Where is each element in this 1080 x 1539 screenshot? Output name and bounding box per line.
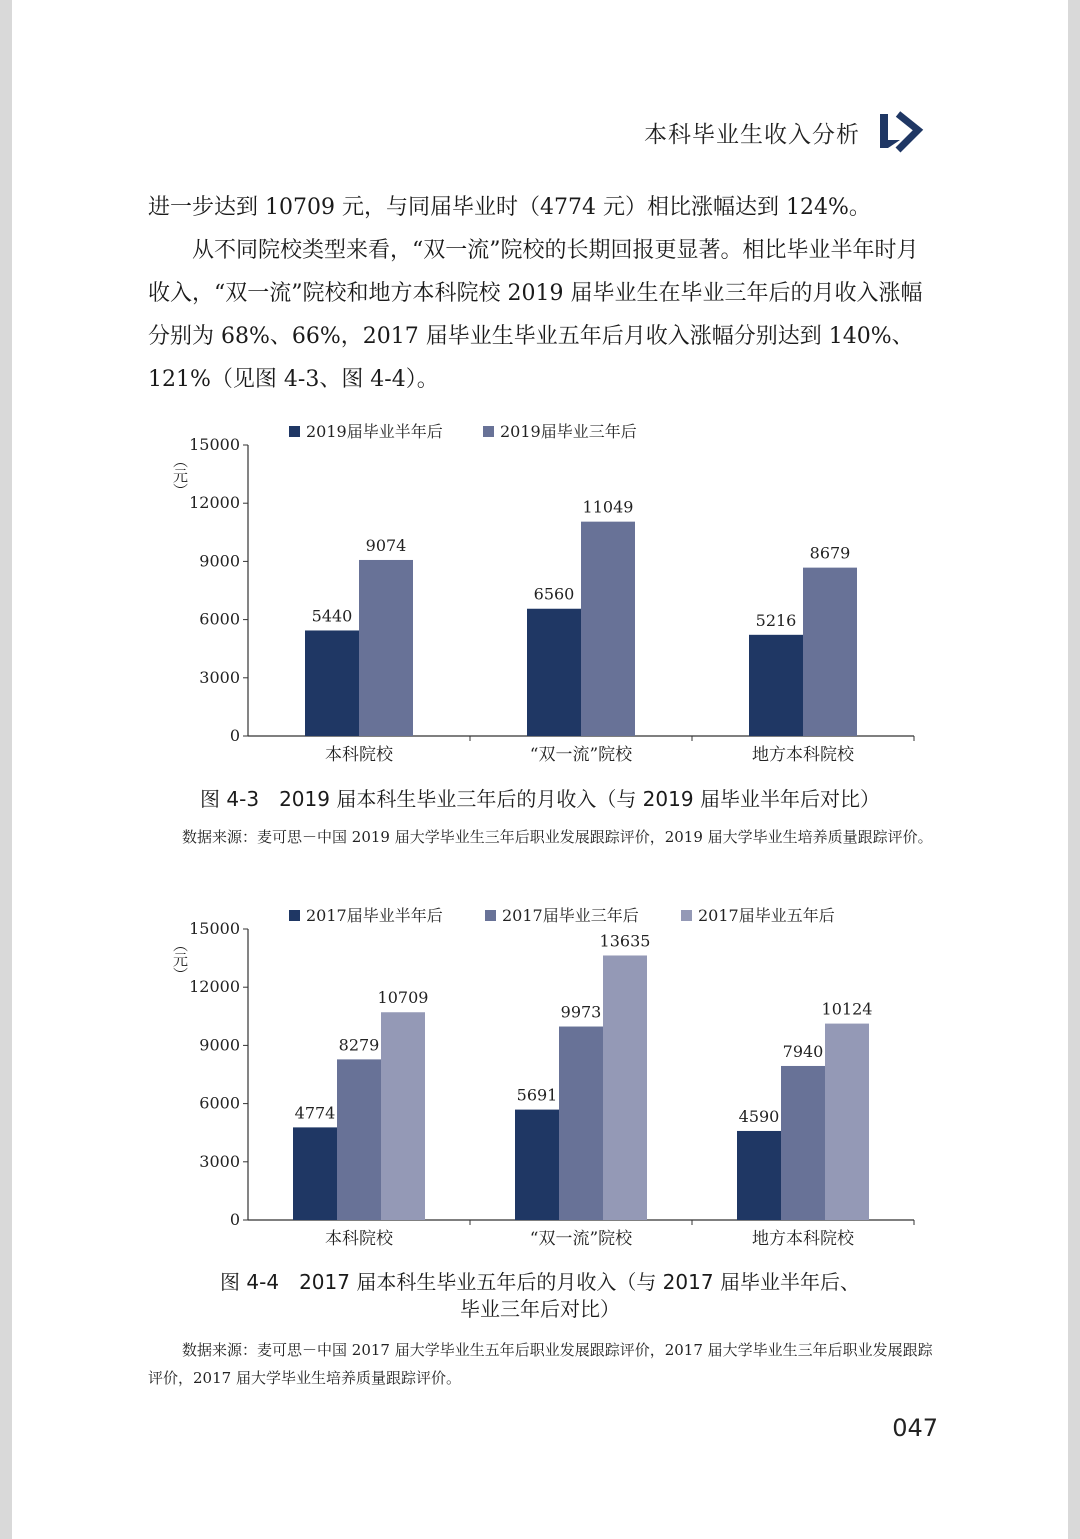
data-label-1-0: 6560: [533, 584, 575, 604]
bar-1-1: [581, 522, 635, 736]
data-label-0-0: 5440: [311, 606, 353, 626]
page-number: 047: [892, 1414, 938, 1442]
x-category-label-2: 地方本科院校: [752, 1229, 854, 1249]
bar-chart-4-3: [12, 410, 1068, 770]
legend-label-1: 2019届毕业三年后: [500, 422, 637, 441]
header-title: 本科毕业生收入分析: [644, 121, 860, 148]
x-category-label-1: “双一流”院校: [529, 745, 633, 765]
chapter-logo-icon: [878, 110, 926, 154]
bar-0-0: [293, 1127, 337, 1220]
y-tick-label-2: 6000: [199, 609, 240, 629]
data-label-0-0: 4774: [294, 1103, 336, 1123]
bar-1-2: [603, 955, 647, 1220]
y-tick-label-3: 9000: [199, 1035, 240, 1055]
book-page: [12, 0, 1068, 1539]
bar-2-1: [803, 568, 857, 736]
y-tick-label-0: 0: [229, 726, 240, 745]
data-label-2-1: 7940: [782, 1041, 824, 1061]
y-axis-label: （元）: [171, 453, 189, 498]
y-tick-label-5: 15000: [189, 919, 240, 938]
data-label-1-0: 5691: [516, 1085, 558, 1105]
data-label-2-2: 10124: [821, 999, 873, 1019]
caption-line-2: 毕业三年后对比）: [460, 1297, 620, 1321]
bar-2-0: [749, 635, 803, 736]
y-axis-label: （元）: [171, 937, 189, 982]
body-paragraph-1: [148, 186, 938, 229]
caption-line-1: 图 4-4 2017 届本科生毕业五年后的月收入（与 2017 届毕业半年后、: [220, 1270, 860, 1294]
y-tick-label-2: 6000: [199, 1093, 240, 1113]
bar-0-0: [305, 630, 359, 736]
legend-label-0: 2019届毕业半年后: [306, 422, 443, 441]
bar-1-0: [527, 609, 581, 736]
legend-swatch-2: [681, 910, 692, 921]
legend-swatch-0: [289, 426, 300, 437]
bar-2-1: [781, 1066, 825, 1220]
x-category-label-0: 本科院校: [325, 745, 393, 765]
data-label-1-2: 13635: [599, 931, 651, 951]
y-tick-label-4: 12000: [189, 493, 240, 513]
data-source-note-2: 数据来源：麦可思－中国 2017 届大学毕业生五年后职业发展跟踪评价，2017 届大学毕业生三年后职业发展跟踪评价，2017 届大学毕业生培养质量跟踪评价。: [148, 1341, 933, 1387]
bar-1-0: [515, 1110, 559, 1220]
data-label-1-1: 11049: [582, 497, 634, 517]
figure-caption-4-3: 图 4-3 2019 届本科生毕业三年后的月收入（与 2019 届毕业半年后对比）: [200, 787, 880, 811]
legend-swatch-0: [289, 910, 300, 921]
paragraph-text: 从不同院校类型来看，“双一流”院校的长期回报更显著。相比毕业半年时月收入，“双一流”院校和地方本科院校 2019 届毕业生在毕业三年后的月收入涨幅分别为 68%、66%，2017 届毕业生毕业五年后月收入涨幅分别达到 140%、121%（见图 4-3、图 4-4）。: [148, 238, 923, 392]
data-source-note-1: 数据来源：麦可思－中国 2019 届大学毕业生三年后职业发展跟踪评价，2019 届大学毕业生培养质量跟踪评价。: [182, 828, 933, 846]
bar-1-1: [559, 1027, 603, 1220]
y-tick-label-5: 15000: [189, 435, 240, 454]
data-label-0-1: 8279: [338, 1035, 380, 1055]
data-label-0-2: 10709: [377, 988, 429, 1008]
y-tick-label-4: 12000: [189, 977, 240, 997]
y-tick-label-0: 0: [229, 1210, 240, 1229]
running-header: [644, 104, 926, 160]
legend-swatch-1: [483, 426, 494, 437]
paragraph-text: 进一步达到 10709 元，与同届毕业时（4774 元）相比涨幅达到 124%。: [148, 195, 871, 220]
body-paragraph-2: [148, 229, 938, 401]
figure-caption-4-4: [12, 1269, 1068, 1323]
bar-2-0: [737, 1131, 781, 1220]
bar-2-2: [825, 1024, 869, 1220]
y-tick-label-1: 3000: [199, 1151, 240, 1171]
y-tick-label-3: 9000: [199, 551, 240, 571]
legend-label-0: 2017届毕业半年后: [306, 906, 443, 925]
x-category-label-0: 本科院校: [325, 1229, 393, 1249]
bar-chart-4-4: [12, 894, 1068, 1254]
data-label-2-1: 8679: [809, 543, 851, 563]
legend-swatch-1: [485, 910, 496, 921]
legend-label-1: 2017届毕业三年后: [502, 906, 639, 925]
bar-0-1: [359, 560, 413, 736]
data-label-1-1: 9973: [560, 1002, 602, 1022]
data-label-0-1: 9074: [365, 535, 407, 555]
x-category-label-2: 地方本科院校: [752, 745, 854, 765]
data-label-2-0: 5216: [755, 610, 797, 630]
y-tick-label-1: 3000: [199, 667, 240, 687]
x-category-label-1: “双一流”院校: [529, 1229, 633, 1249]
bar-0-2: [381, 1012, 425, 1220]
legend-label-2: 2017届毕业五年后: [698, 906, 835, 925]
bar-0-1: [337, 1059, 381, 1220]
data-label-2-0: 4590: [738, 1106, 780, 1126]
